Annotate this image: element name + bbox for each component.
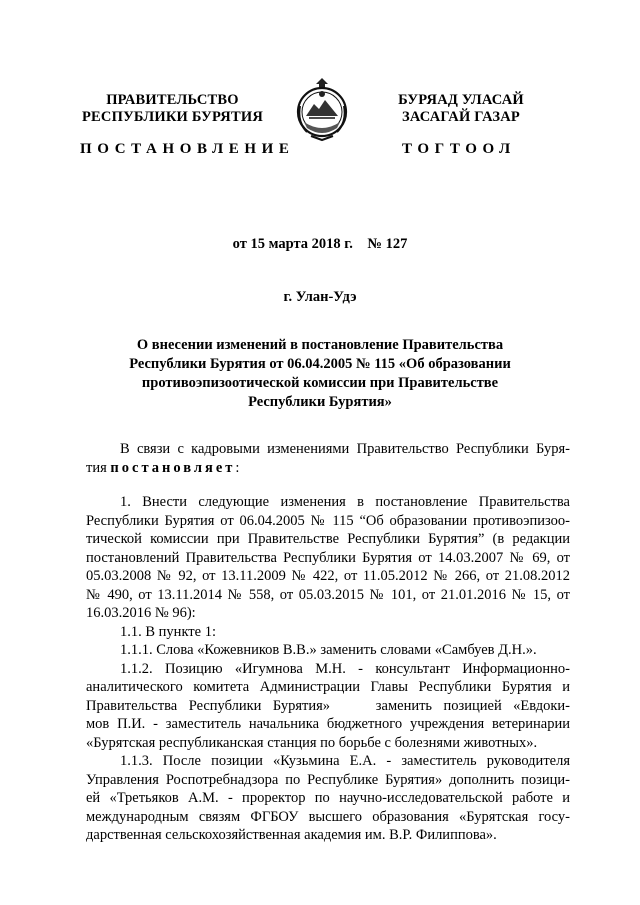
document-title xyxy=(0,336,640,412)
issuer-ru-line2: РЕСПУБЛИКИ БУРЯТИЯ xyxy=(82,109,263,125)
title-line: Республики Бурятия» xyxy=(248,394,392,410)
preamble-line xyxy=(86,459,570,478)
preamble xyxy=(86,440,570,477)
body-line: 1.1.3. После позиции «Кузьмина Е.А. - заместитель руководителя xyxy=(120,753,570,769)
document-city: г. Улан-Удэ xyxy=(283,289,357,305)
body-line: Правительства Республики Бурятия» заменить позицией «Евдоки- xyxy=(86,697,570,714)
preamble-prefix: тия xyxy=(86,459,111,476)
body-line: 1.1. В пункте 1: xyxy=(120,623,216,640)
body-line: «Бурятская республиканская станция по борьбе с болезнями животных». xyxy=(86,734,538,751)
body-line: ей «Третьяков А.М. - проректор по научно-исследовательской работе и xyxy=(86,790,570,806)
issuer-bua xyxy=(366,92,556,126)
issuer-ru-line1: ПРАВИТЕЛЬСТВО xyxy=(106,92,239,108)
body-line: 1.1.1. Слова «Кожевников В.В.» заменить словами «Самбуев Д.Н.». xyxy=(120,642,537,658)
body-line: аналитического комитета Администрации Главы Республики Бурятия и xyxy=(86,679,570,695)
body-line: 05.03.2008 № 92, от 13.11.2009 № 422, от 11.05.2012 № 266, от 21.08.2012 xyxy=(86,568,570,584)
body-line: 16.03.2016 № 96): xyxy=(86,605,196,621)
title-line: О внесении изменений в постановление Правительства xyxy=(136,337,504,353)
issuer-bua-line1: БУРЯАД УЛАСАЙ xyxy=(398,92,524,108)
coat-of-arms-icon xyxy=(295,76,349,142)
preamble-line: В связи с кадровыми изменениями Правительство Республики Буря- xyxy=(120,441,570,457)
body-line: Республики Бурятия от 06.04.2005 № 115 “Об образовании противоэпизоо- xyxy=(86,512,570,529)
document-date-number: от 15 марта 2018 г. № 127 xyxy=(232,236,408,252)
resolves-word: постановляет xyxy=(110,459,236,476)
body-line: международным связям ФГБОУ высшего образования «Бурятская госу- xyxy=(86,808,570,825)
body-line: тической комиссии при Правительстве Республики Бурятия” (в редакции xyxy=(86,531,570,547)
body-line: 1. Внести следующие изменения в постановление Правительства xyxy=(120,494,570,510)
body-line: постановлений Правительства Республики Бурятия от 14.03.2007 № 69, от xyxy=(86,549,570,566)
title-line: противоэпизоотической комиссии при Правительстве xyxy=(141,375,499,391)
preamble-colon: : xyxy=(235,459,240,476)
body-line: Управления Роспотребнадзора по Республике Бурятия» дополнить позици- xyxy=(86,771,570,788)
doc-type-ru: ПОСТАНОВЛЕНИЕ xyxy=(80,141,295,157)
body-line: дарственная сельскохозяйственная академия им. В.Р. Филиппова». xyxy=(86,827,497,843)
title-line: Республики Бурятия от 06.04.2005 № 115 «Об образовании xyxy=(129,356,511,372)
body-line: 1.1.2. Позицию «Игумнова М.Н. - консультант Информационно- xyxy=(120,660,570,677)
body-line: мов П.И. - заместитель начальника бюджетного учреждения ветеринарии xyxy=(86,716,570,732)
body-line: № 490, от 13.11.2014 № 558, от 05.03.2015 № 101, от 21.01.2016 № 15, от xyxy=(86,586,570,603)
resolution-body xyxy=(86,493,570,845)
issuer-ru xyxy=(70,92,275,126)
issuer-bua-line2: ЗАСАГАЙ ГАЗАР xyxy=(402,109,520,125)
doc-type-bua: ТОГТООЛ xyxy=(402,141,516,157)
